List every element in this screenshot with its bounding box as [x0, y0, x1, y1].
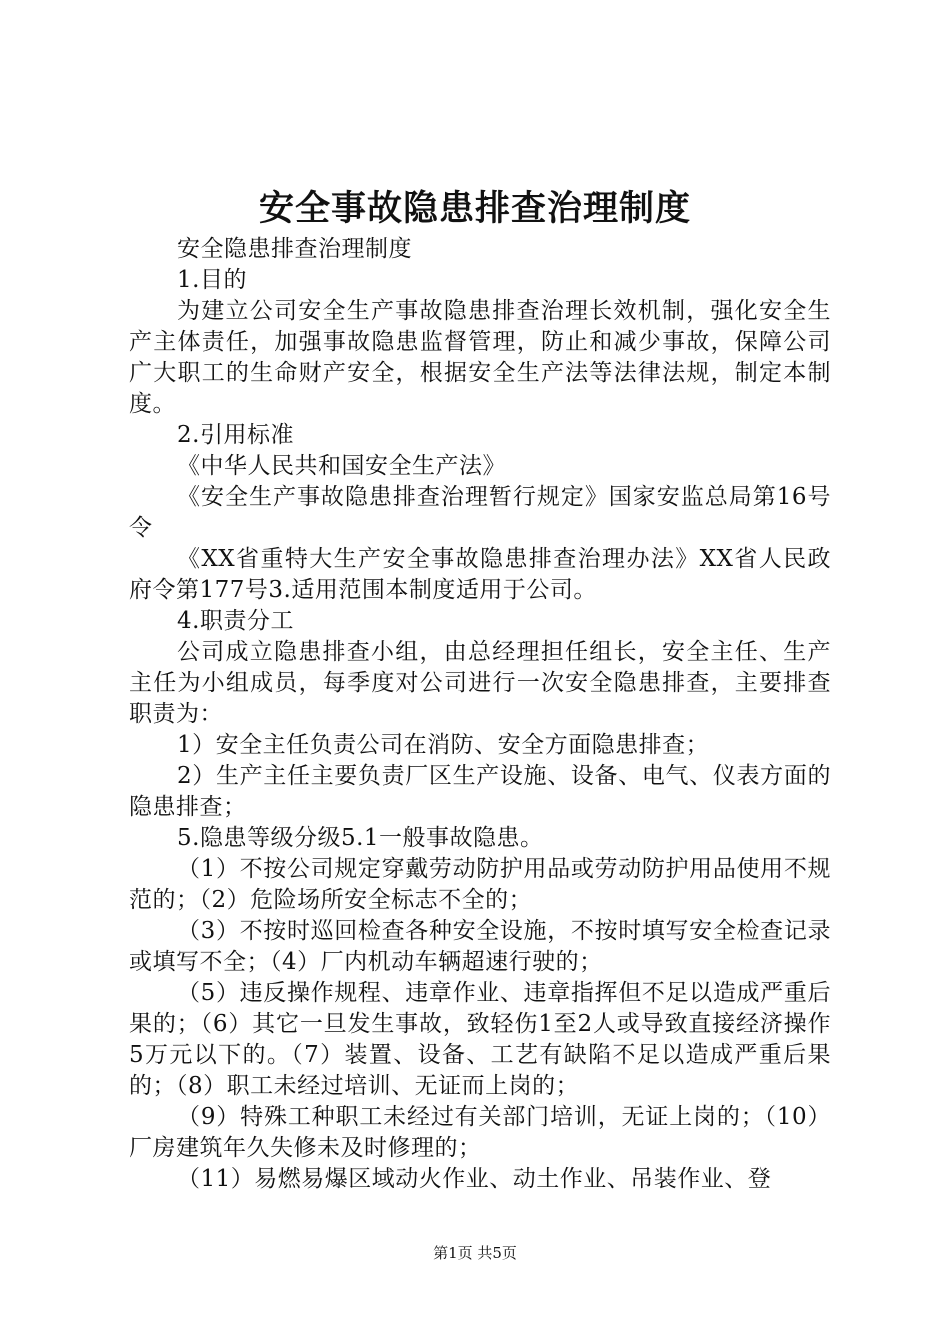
section-heading: 4.职责分工	[177, 608, 294, 634]
document-title: 安全事故隐患排查治理制度	[258, 188, 691, 229]
list-item: （1）不按公司规定穿戴劳动防护用品或劳动防护用品使用不规范的；（2）危险场所安全标志不全的；	[129, 856, 831, 913]
section-heading: 5.隐患等级分级5.1一般事故隐患。	[177, 825, 544, 851]
paragraph: 为建立公司安全生产事故隐患排查治理长效机制，强化安全生产主体责任，加强事故隐患监督管理，防止和减少事故，保障公司广大职工的生命财产安全，根据安全生产法等法律法规，制定本制度。	[129, 298, 831, 417]
reference-item: 《XX省重特大生产安全事故隐患排查治理办法》XX省人民政府令第177号3.适用范围本制度适用于公司。	[129, 546, 831, 603]
list-item: 1）安全主任负责公司在消防、安全方面隐患排查；	[177, 732, 710, 758]
reference-item: 《安全生产事故隐患排查治理暂行规定》国家安监总局第16号令	[129, 484, 831, 541]
list-item: 2）生产主任主要负责厂区生产设施、设备、电气、仪表方面的隐患排查；	[129, 763, 831, 820]
paragraph: 公司成立隐患排查小组，由总经理担任组长，安全主任、生产主任为小组成员，每季度对公司进行一次安全隐患排查，主要排查职责为：	[129, 639, 831, 727]
paragraph: 安全隐患排查治理制度	[177, 236, 412, 262]
section-heading: 1.目的	[177, 267, 247, 293]
document-body	[129, 234, 831, 1195]
list-item: （3）不按时巡回检查各种安全设施，不按时填写安全检查记录或填写不全；（4）厂内机动车辆超速行驶的；	[129, 918, 831, 975]
list-item: （11）易燃易爆区域动火作业、动土作业、吊装作业、登	[177, 1166, 772, 1192]
list-item: （9）特殊工种职工未经过有关部门培训，无证上岗的；（10）厂房建筑年久失修未及时修理的；	[129, 1104, 831, 1161]
list-item: （5）违反操作规程、违章作业、违章指挥但不足以造成严重后果的；（6）其它一旦发生事故，致轻伤1至2人或导致直接经济操作5万元以下的。（7）装置、设备、工艺有缺陷不足以造成严重后果的；（8）职工未经过培训、无证而上岗的；	[129, 980, 831, 1099]
section-heading: 2.引用标准	[177, 422, 294, 448]
page-number-footer: 第1页 共5页	[433, 1244, 517, 1262]
reference-item: 《中华人民共和国安全生产法》	[177, 453, 506, 479]
